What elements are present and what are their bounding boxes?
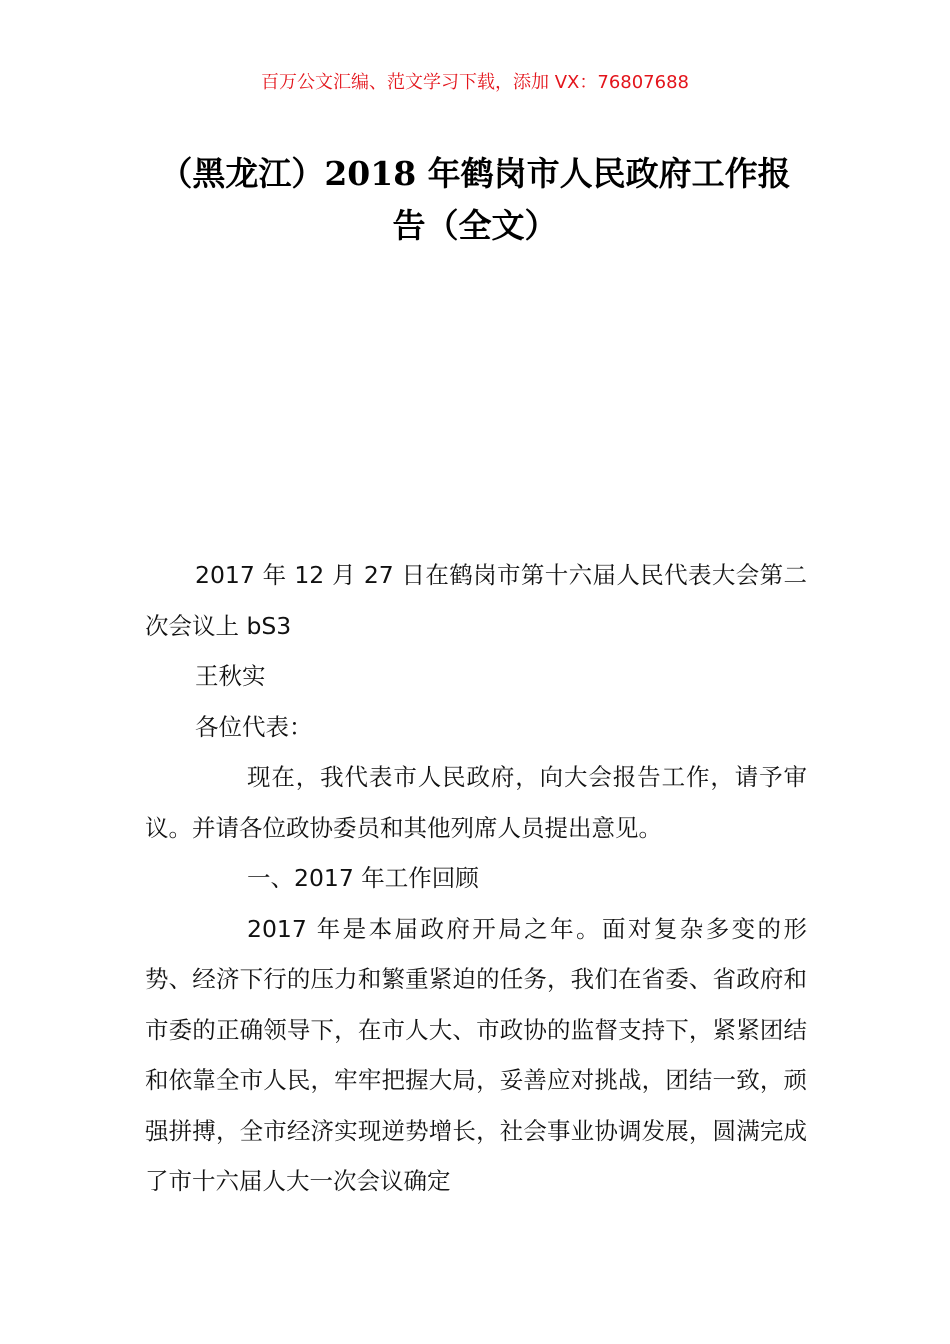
title-line-1: （黑龙江）2018 年鹤岗市人民政府工作报 (159, 154, 791, 193)
salutation: 各位代表： (195, 712, 313, 741)
document-body (145, 550, 807, 1207)
review-paragraph: 2017 年是本届政府开局之年。面对复杂多变的形势、经济下行的压力和繁重紧迫的任务，我们在省委、省政府和市委的正确领导下，在市人大、市政协的监督支持下，紧紧团结和依靠全市人民，牢牢把握大局，妥善应对挑战，团结一致，顽强拼搏，全市经济实现逆势增长，社会事业协调发展，圆满完成了市十六届人大一次会议确定 (145, 914, 807, 1195)
title-line-2: 告（全文） (392, 206, 558, 245)
section-heading: 一、2017 年工作回顾 (247, 864, 479, 892)
intro-paragraph: 现在，我代表市人民政府，向大会报告工作，请予审议。并请各位政协委员和其他列席人员提出意见。 (145, 763, 807, 842)
watermark-banner: 百万公文汇编、范文学习下载，添加 VX：76807688 (261, 72, 689, 93)
document-title (130, 148, 820, 252)
meeting-info-paragraph: 2017 年 12 月 27 日在鹤岗市第十六届人民代表大会第二次会议上 bS3 (145, 561, 807, 640)
author-name: 王秋实 (195, 662, 266, 690)
